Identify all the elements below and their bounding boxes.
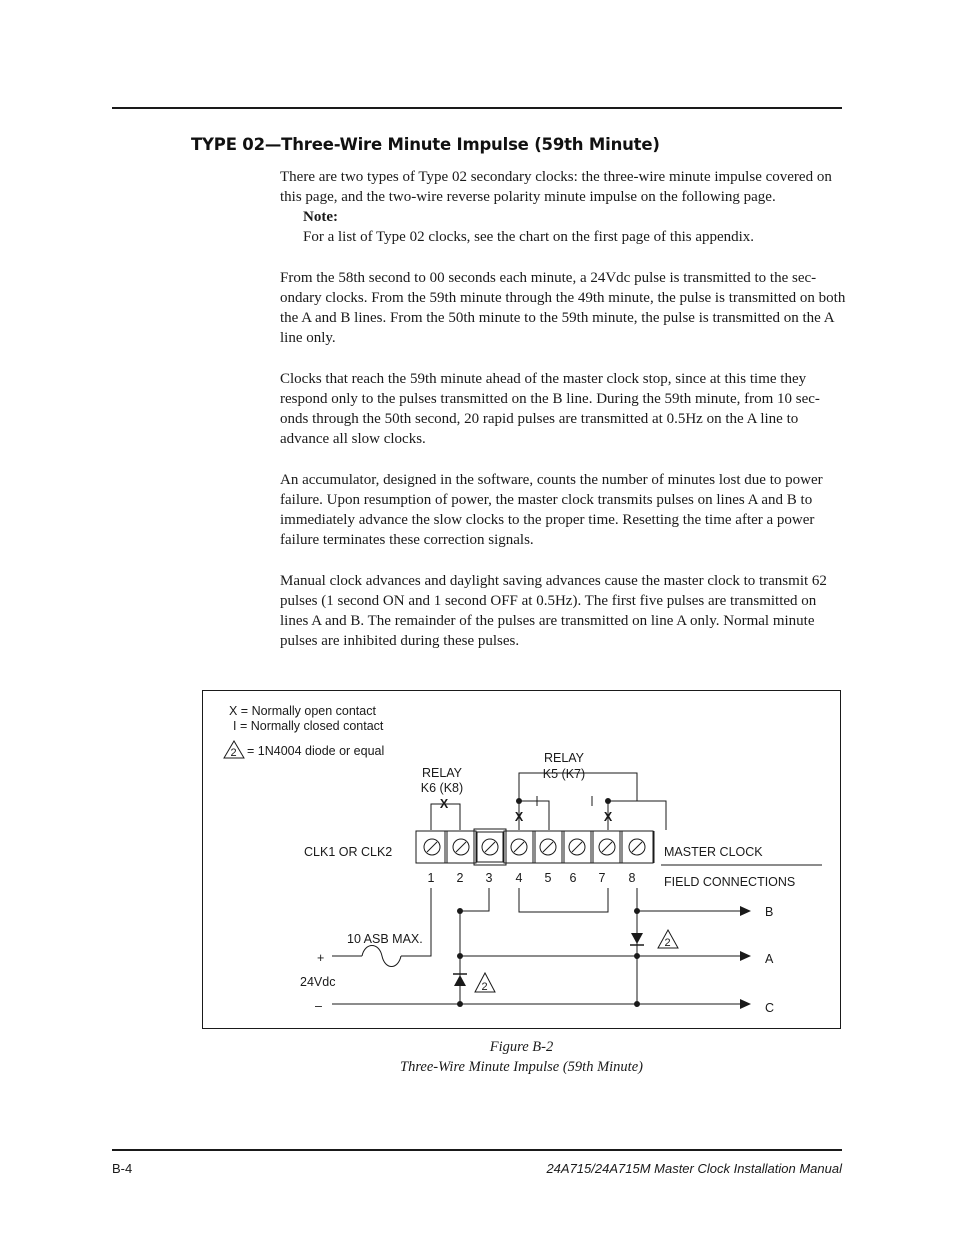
intro-paragraph: There are two types of Type 02 secondary clocks: the three-wire minute impulse covered on this page, and the two-wire reverse polarity minute impulse on the following page. [280, 169, 832, 205]
relay-k5-x-contact-left: X [514, 810, 524, 824]
terminal-number: 1 [427, 871, 435, 885]
legend-diode-number: 2 [230, 747, 237, 759]
diode-upper-marker-icon [658, 930, 678, 949]
note [303, 207, 843, 247]
note-label: Note: [303, 209, 338, 225]
section-heading: TYPE 02—Three-Wire Minute Impulse (59th Minute) [191, 135, 660, 154]
legend-diode: = 1N4004 diode or equal [247, 744, 385, 758]
legend-i: I = Normally closed contact [233, 719, 384, 733]
page-number: B-4 [112, 1161, 133, 1176]
diode-lower-number: 2 [481, 981, 488, 993]
paragraph-slow-clocks: Clocks that reach the 59th minute ahead of the master clock stop, since at this time they respond only to the pulses transmitted on the B line. During the 59th minute, from 10 sec-onds through the 50th second, 20 rapid pulses are transmitted at 0.5Hz on the A line to advance all slow clocks. [280, 371, 820, 447]
bottom-rule [112, 1149, 842, 1151]
wiring-diagram [202, 690, 841, 1029]
terminal-number: 2 [456, 871, 464, 885]
terminal-strip [416, 829, 654, 865]
clk-label: CLK1 OR CLK2 [304, 845, 393, 859]
wire-arrows [740, 906, 751, 1009]
line-a-label: A [765, 952, 774, 966]
field-connections-label: FIELD CONNECTIONS [664, 875, 796, 889]
plus-label: + [317, 951, 325, 965]
terminal-number: 6 [569, 871, 577, 885]
line-c-label: C [765, 1001, 775, 1015]
figure-caption: Three-Wire Minute Impulse (59th Minute) [400, 1059, 643, 1075]
legend-x: X = Normally open contact [229, 704, 376, 718]
terminal-number: 4 [515, 871, 523, 885]
relay1-label: RELAY [421, 766, 463, 780]
relay2-label: RELAY [543, 751, 585, 765]
fuse-label: 10 ASB MAX. [347, 932, 423, 946]
voltage-label: 24Vdc [300, 975, 336, 989]
diode-lower [453, 974, 467, 986]
line-b-label: B [765, 905, 774, 919]
minus-label: – [315, 999, 322, 1013]
diode-upper [630, 933, 644, 945]
relay2-number: K5 (K7) [542, 767, 586, 781]
relay-k6-x-contact: X [439, 797, 449, 811]
k5-left-junction [516, 798, 522, 804]
legend-diode-icon [224, 741, 244, 759]
manual-title: 24A715/24A715M Master Clock Installation Manual [546, 1161, 842, 1176]
terminal-number: 3 [485, 871, 493, 885]
note-text: For a list of Type 02 clocks, see the chart on the first page of this appendix. [303, 229, 755, 245]
relay1-number: K6 (K8) [420, 781, 464, 795]
relay-k5-x-contact-right: X [603, 810, 613, 824]
master-clock-label: MASTER CLOCK [664, 845, 763, 859]
relay-k5-contacts [519, 773, 666, 830]
field-wiring [332, 888, 747, 1004]
terminal-number: 7 [598, 871, 606, 885]
diode-lower-marker-icon [475, 973, 495, 993]
paragraph-pulse-timing: From the 58th second to 00 seconds each minute, a 24Vdc pulse is transmitted to the sec-ondary clocks. From the 59th minute through the 49th minute, the pulse is transmitted on both the A and B lines. From the 50th minute to the 59th minute, the pulse is transmitted on the A line only. [280, 270, 846, 346]
terminal-number: 8 [628, 871, 636, 885]
figure-number: Figure B-2 [489, 1039, 554, 1055]
k5-right-junction [605, 798, 611, 804]
paragraph-manual-advance: Manual clock advances and daylight saving advances cause the master clock to transmit 62 pulses (1 second ON and 1 second OFF at 0.5Hz). The first five pulses are transmitted on lines A and B. The remainder of the pulses are transmitted on line A only. Normal minute pulses are inhibited during these pulses. [280, 573, 827, 649]
diode-upper-number: 2 [664, 937, 671, 949]
terminal-number: 5 [544, 871, 552, 885]
top-rule [112, 107, 842, 109]
paragraph-accumulator: An accumulator, designed in the software, counts the number of minutes lost due to power failure. Upon resumption of power, the master clock transmits pulses on lines A and B to immediately advance the slow clocks to the proper time. Resetting the time after a power failure terminates these correction signals. [280, 472, 823, 548]
